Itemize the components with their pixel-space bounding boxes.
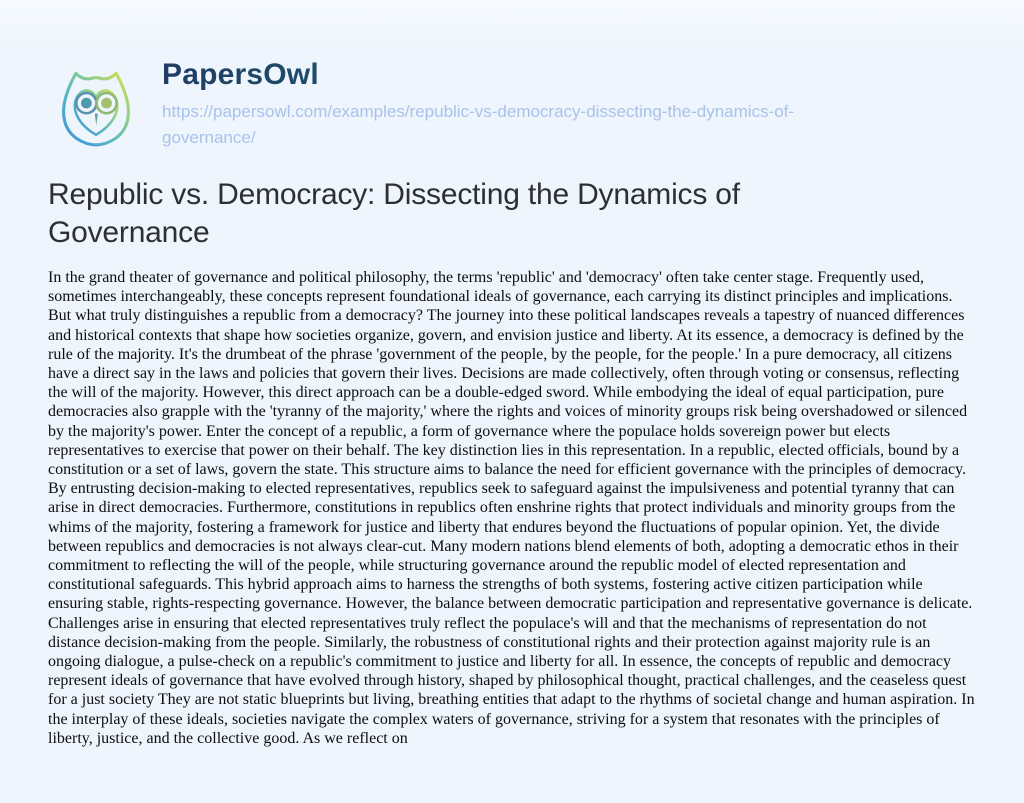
header — [48, 56, 976, 154]
header-text — [162, 56, 882, 151]
essay-body-text: In the grand theater of governance and political philosophy, the terms 'republic' and 'democracy' often take center stage. Frequently used, sometimes interchangeably, these concepts represent foundational ideals of governance, each carrying its distinct principles and implications. But what truly distinguishes a republic from a democracy? The journey into these political landscapes reveals a tapestry of nuanced differences and historical contexts that shape how societies organize, govern, and envision justice and liberty. At its essence, a democracy is defined by the rule of the majority. It's the drumbeat of the phrase 'government of the people, by the people, for the people.' In a pure democracy, all citizens have a direct say in the laws and policies that govern their lives. Decisions are made collectively, often through voting or consensus, reflecting the will of the majority. However, this direct approach can be a double-edged sword. While embodying the ideal of equal participation, pure democracies also grapple with the 'tyranny of the majority,' where the rights and voices of minority groups risk being overshadowed or silenced by the majority's power. Enter the concept of a republic, a form of governance where the populace holds sovereign power but elects representatives to exercise that power on their behalf. The key distinction lies in this representation. In a republic, elected officials, bound by a constitution or a set of laws, govern the state. This structure aims to balance the need for efficient governance with the principles of democracy. By entrusting decision-making to elected representatives, republics seek to safeguard against the impulsiveness and potential tyranny that can arise in direct democracies. Furthermore, constitutions in republics often enshrine rights that protect individuals and minority groups from the whims of the majority, fostering a framework for justice and liberty that endures beyond the fluctuations of popular opinion. Yet, the divide between republics and democracies is not always clear-cut. Many modern nations blend elements of both, adopting a democratic ethos in their commitment to reflecting the will of the people, while structuring governance around the republic model of elected representation and constitutional safeguards. This hybrid approach aims to harness the strengths of both systems, fostering active citizen participation while ensuring stable, rights-respecting governance. However, the balance between democratic participation and representative governance is delicate. Challenges arise in ensuring that elected representatives truly reflect the populace's will and that the mechanisms of representation do not distance decision-making from the people. Similarly, the robustness of constitutional rights and their protection against majority rule is an ongoing dialogue, a pulse-check on a republic's commitment to justice and liberty for all. In essence, the concepts of republic and democracy represent ideals of governance that have evolved through history, shaped by philosophical thought, practical challenges, and the ceaseless quest for a just society They are not static blueprints but living, breathing entities that adapt to the rhythms of societal change and human aspiration. In the interplay of these ideals, societies navigate the complex waters of governance, striving for a system that resonates with the principles of liberty, justice, and the collective good. As we reflect on — [48, 269, 975, 747]
papersowl-owl-logo-icon[interactable] — [48, 58, 144, 154]
source-url-link[interactable]: https://papersowl.com/examples/republic-vs-democracy-dissecting-the-dynamics-of-governance/ — [162, 101, 795, 147]
brand-name: PapersOwl — [162, 58, 882, 93]
essay-title: Republic vs. Democracy: Dissecting the Dynamics of Governance — [48, 178, 740, 249]
